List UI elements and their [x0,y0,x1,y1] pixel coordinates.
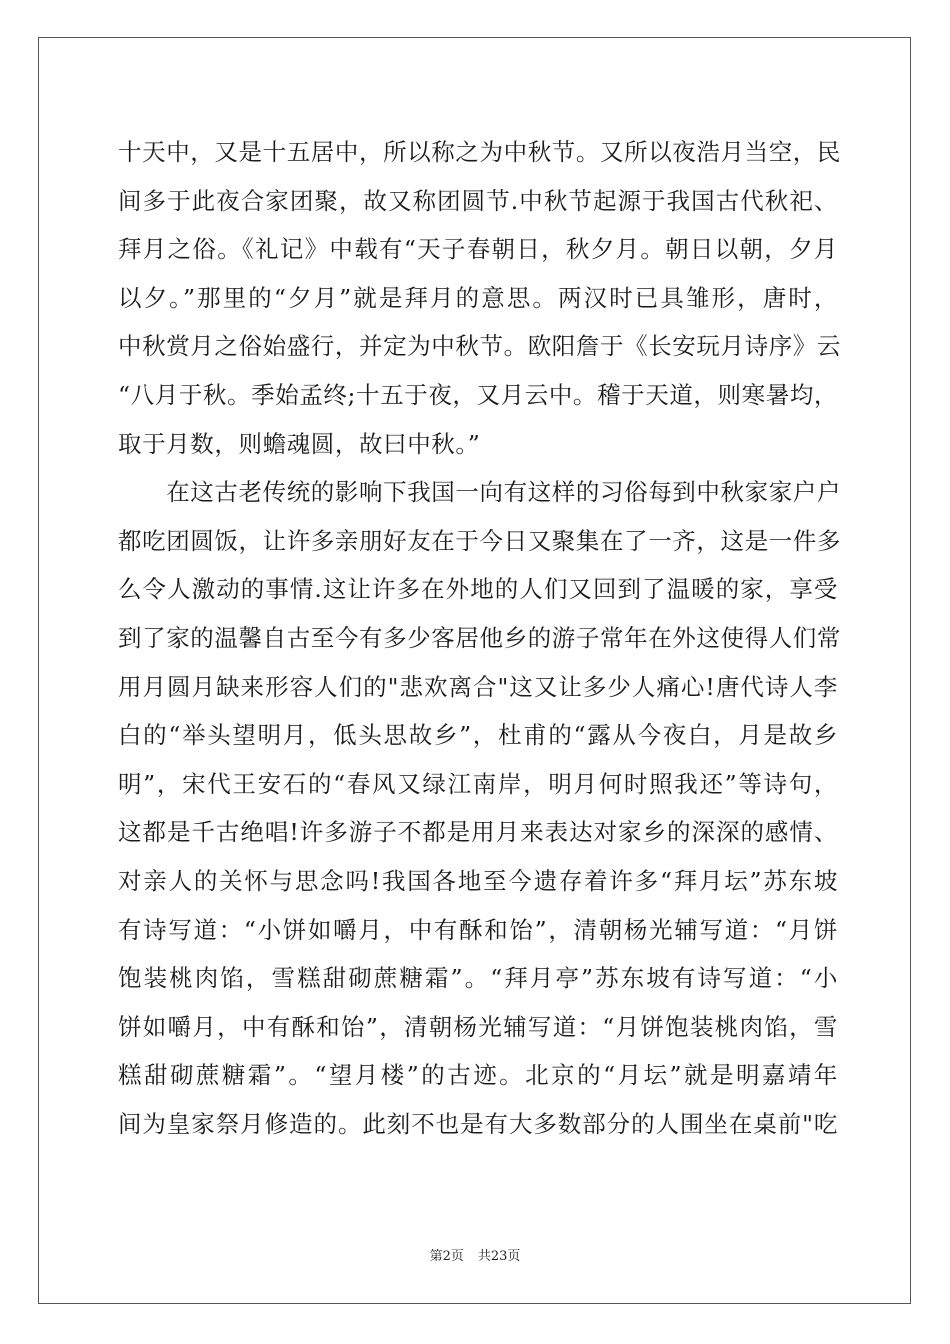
text-line-9: 都吃团圆饭，让许多亲朋好友在于今日又聚集在了一齐，这是一件多 [118,526,841,555]
page-total: 共23页 [477,1249,521,1264]
text-line-13: 白的“举头望明月，低头思故乡”，杜甫的“露从今夜白，月是故乡 [118,721,838,750]
text-line-8: 在这古老传统的影响下我国一向有这样的习俗每到中秋家家户户 [118,478,841,507]
text-line-6: “八月于秋。季始孟终;十五于夜，又月云中。稽于天道，则寒暑均， [118,380,839,409]
body-text [118,128,841,1148]
text-line-3: 拜月之俗。《礼记》中载有“天子春朝日，秋夕月。朝日以朝，夕月 [118,235,838,264]
page-footer [0,1245,950,1264]
text-line-12: 用月圆月缺来形容人们的"悲欢离合"这又让多少人痛心!唐代诗人李 [118,672,838,701]
text-line-2: 间多于此夜合家团聚，故又称团圆节.中秋节起源于我国古代秋祀、 [118,186,838,215]
page-number: 第2页 [429,1249,464,1264]
text-line-19: 饼如嚼月，中有酥和饴”，清朝杨光辅写道：“月饼饱装桃肉馅，雪 [118,1012,838,1041]
text-line-21: 间为皇家祭月修造的。此刻不也是有大多数部分的人围坐在桌前"吃 [118,1109,838,1138]
text-line-14: 明”，宋代王安石的“春风又绿江南岸，明月何时照我还”等诗句， [118,769,838,798]
text-line-7: 取于月数，则蟾魂圆，故曰中秋。” [118,429,481,458]
text-line-5: 中秋赏月之俗始盛行，并定为中秋节。欧阳詹于《长安玩月诗序》云 [118,332,841,361]
text-line-15: 这都是千古绝唱!许多游子不都是用月来表达对家乡的深深的感情、 [118,818,838,847]
text-line-4: 以夕。”那里的“夕月”就是拜月的意思。两汉时已具雏形，唐时， [118,283,838,312]
text-line-1: 十天中，又是十五居中，所以称之为中秋节。又所以夜浩月当空，民 [118,138,841,166]
text-line-16: 对亲人的关怀与思念吗!我国各地至今遗存着许多“拜月坛”苏东坡 [118,866,838,895]
text-line-10: 么令人激动的事情.这让许多在外地的人们又回到了温暖的家，享受 [118,575,838,604]
text-line-11: 到了家的温馨自古至今有多少客居他乡的游子常年在外这使得人们常 [118,623,841,652]
text-line-17: 有诗写道：“小饼如嚼月，中有酥和饴”，清朝杨光辅写道：“月饼 [118,915,838,944]
text-line-18: 饱装桃肉馅，雪糕甜砌蔗糖霜”。“拜月亭”苏东坡有诗写道：“小 [118,964,838,993]
text-line-20: 糕甜砌蔗糖霜”。“望月楼”的古迹。北京的“月坛”就是明嘉靖年 [118,1061,838,1090]
